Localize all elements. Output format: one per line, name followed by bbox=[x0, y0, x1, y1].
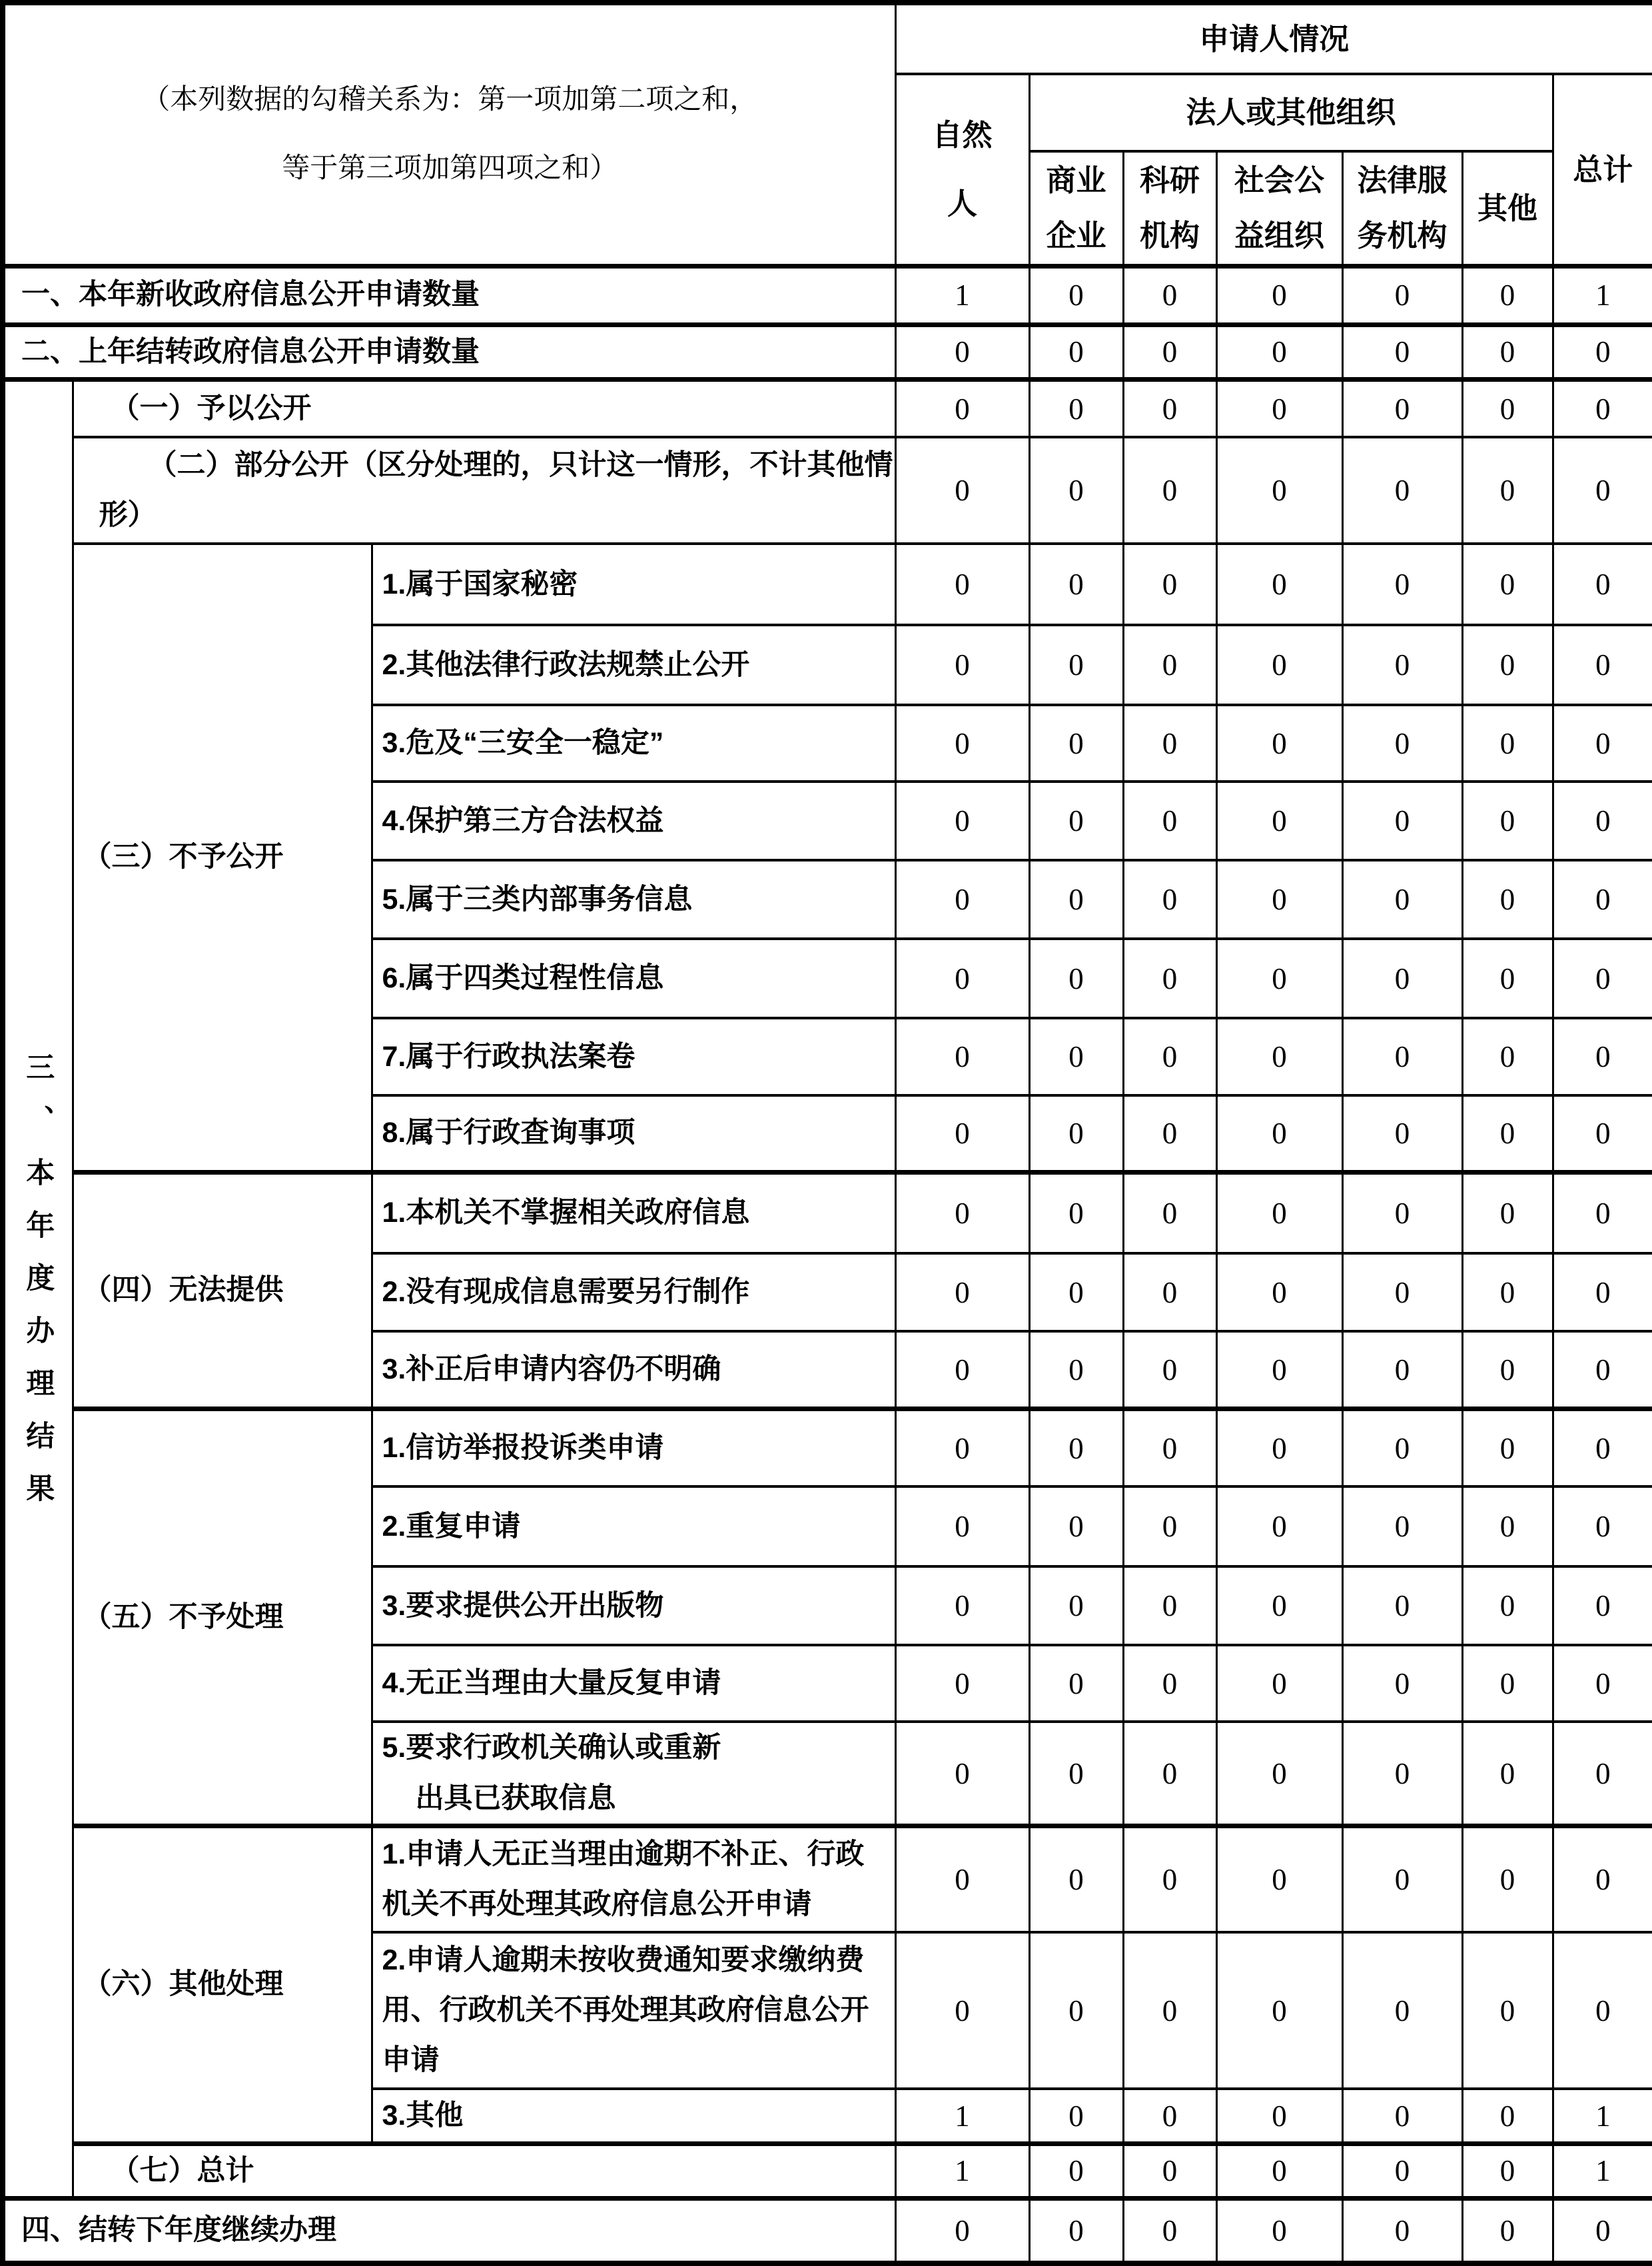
value-cell: 0 bbox=[1216, 1331, 1342, 1409]
value-cell: 0 bbox=[1029, 1331, 1123, 1409]
value-cell: 0 bbox=[1553, 705, 1652, 782]
value-cell: 0 bbox=[1342, 1018, 1462, 1095]
value-cell: 0 bbox=[1216, 544, 1342, 625]
value-cell: 0 bbox=[1342, 437, 1462, 544]
value-cell: 0 bbox=[895, 1095, 1029, 1172]
value-cell: 0 bbox=[1029, 324, 1123, 379]
value-cell: 0 bbox=[1342, 1331, 1462, 1409]
value-cell: 0 bbox=[1216, 2089, 1342, 2143]
value-cell: 0 bbox=[1123, 1409, 1216, 1486]
header-natural-person bbox=[895, 74, 1029, 266]
value-cell: 0 bbox=[895, 379, 1029, 437]
value-cell: 0 bbox=[1216, 782, 1342, 860]
row-label: 四、结转下年度继续办理 bbox=[3, 2199, 895, 2263]
value-cell: 0 bbox=[1342, 1486, 1462, 1566]
value-cell: 0 bbox=[1123, 1645, 1216, 1722]
value-cell: 0 bbox=[1342, 1253, 1462, 1331]
value-cell: 0 bbox=[1123, 860, 1216, 939]
header-commercial-enterprise: 商业 企业 bbox=[1029, 151, 1123, 266]
header-legal-org: 法人或其他组织 bbox=[1029, 74, 1553, 151]
value-cell: 0 bbox=[895, 1172, 1029, 1253]
value-cell: 0 bbox=[895, 1253, 1029, 1331]
value-cell: 0 bbox=[895, 1566, 1029, 1645]
value-cell: 0 bbox=[1553, 2199, 1652, 2263]
value-cell: 0 bbox=[1123, 625, 1216, 705]
header-research-institution: 科研 机构 bbox=[1123, 151, 1216, 266]
table-row bbox=[3, 379, 1652, 437]
value-cell: 0 bbox=[1462, 266, 1553, 324]
value-cell: 0 bbox=[1462, 2199, 1553, 2263]
value-cell: 0 bbox=[1216, 2143, 1342, 2198]
value-cell: 0 bbox=[1123, 1932, 1216, 2089]
row-label: 一、本年新收政府信息公开申请数量 bbox=[3, 266, 895, 324]
row-label: 8.属于行政查询事项 bbox=[372, 1095, 895, 1172]
table-row bbox=[3, 266, 1652, 324]
value-cell: 0 bbox=[1462, 1566, 1553, 1645]
header-other-org: 其他 bbox=[1462, 151, 1553, 266]
value-cell: 0 bbox=[1216, 1566, 1342, 1645]
value-cell: 0 bbox=[1029, 2089, 1123, 2143]
value-cell: 0 bbox=[1216, 1722, 1342, 1826]
value-cell: 0 bbox=[895, 1645, 1029, 1722]
value-cell: 0 bbox=[895, 1932, 1029, 2089]
table-row bbox=[3, 544, 1652, 625]
header-legal-service-org: 法律服 务机构 bbox=[1342, 151, 1462, 266]
value-cell: 0 bbox=[1123, 1486, 1216, 1566]
value-cell: 0 bbox=[1216, 1172, 1342, 1253]
value-cell: 0 bbox=[1123, 2143, 1216, 2198]
value-cell: 1 bbox=[1553, 2089, 1652, 2143]
row-label: 2.没有现成信息需要另行制作 bbox=[372, 1253, 895, 1331]
row-label: 3.其他 bbox=[372, 2089, 895, 2143]
value-cell: 0 bbox=[1462, 437, 1553, 544]
value-cell: 0 bbox=[1029, 266, 1123, 324]
value-cell: 0 bbox=[1029, 1409, 1123, 1486]
table-row bbox=[3, 437, 1652, 544]
value-cell: 0 bbox=[1123, 437, 1216, 544]
value-cell: 0 bbox=[1123, 1566, 1216, 1645]
value-cell: 0 bbox=[1462, 1409, 1553, 1486]
value-cell: 0 bbox=[1553, 1172, 1652, 1253]
note-line-1: （本列数据的勾稽关系为：第一项加第二项之和， bbox=[142, 84, 758, 115]
value-cell: 0 bbox=[1029, 2143, 1123, 2198]
value-cell: 0 bbox=[1029, 1172, 1123, 1253]
value-cell: 0 bbox=[895, 324, 1029, 379]
value-cell: 0 bbox=[1342, 1566, 1462, 1645]
value-cell: 0 bbox=[895, 1409, 1029, 1486]
value-cell: 0 bbox=[1553, 1932, 1652, 2089]
value-cell: 0 bbox=[1216, 2199, 1342, 2263]
value-cell: 0 bbox=[1123, 1172, 1216, 1253]
row-label: 1.属于国家秘密 bbox=[372, 544, 895, 625]
value-cell: 0 bbox=[1123, 379, 1216, 437]
value-cell: 0 bbox=[1216, 1645, 1342, 1722]
value-cell: 0 bbox=[1553, 1409, 1652, 1486]
value-cell: 0 bbox=[1216, 437, 1342, 544]
value-cell: 0 bbox=[1342, 1722, 1462, 1826]
value-cell: 0 bbox=[1029, 1486, 1123, 1566]
value-cell: 1 bbox=[1553, 266, 1652, 324]
value-cell: 0 bbox=[895, 1722, 1029, 1826]
value-cell: 0 bbox=[1029, 860, 1123, 939]
value-cell: 0 bbox=[1553, 544, 1652, 625]
value-cell: 0 bbox=[1123, 2199, 1216, 2263]
value-cell: 1 bbox=[1553, 2143, 1652, 2198]
value-cell: 0 bbox=[895, 625, 1029, 705]
value-cell: 0 bbox=[1029, 705, 1123, 782]
table-row bbox=[3, 1826, 1652, 1932]
value-cell: 0 bbox=[1342, 705, 1462, 782]
value-cell: 0 bbox=[895, 1331, 1029, 1409]
value-cell: 0 bbox=[1029, 939, 1123, 1018]
value-cell: 0 bbox=[1462, 860, 1553, 939]
value-cell: 0 bbox=[1553, 939, 1652, 1018]
value-cell: 0 bbox=[1029, 437, 1123, 544]
value-cell: 0 bbox=[1462, 2089, 1553, 2143]
value-cell: 0 bbox=[1553, 625, 1652, 705]
value-cell: 0 bbox=[1342, 544, 1462, 625]
value-cell: 0 bbox=[1462, 324, 1553, 379]
value-cell: 0 bbox=[1029, 1932, 1123, 2089]
value-cell: 0 bbox=[1029, 625, 1123, 705]
value-cell: 0 bbox=[1462, 379, 1553, 437]
value-cell: 0 bbox=[1123, 1331, 1216, 1409]
row-label: 4.保护第三方合法权益 bbox=[372, 782, 895, 860]
value-cell: 0 bbox=[895, 2199, 1029, 2263]
row-label: （一）予以公开 bbox=[73, 379, 895, 437]
value-cell: 0 bbox=[1553, 860, 1652, 939]
value-cell: 0 bbox=[1342, 1645, 1462, 1722]
value-cell: 0 bbox=[1553, 1826, 1652, 1932]
value-cell: 0 bbox=[1123, 1826, 1216, 1932]
note-line-2: 等于第三项加第四项之和） bbox=[282, 153, 618, 184]
value-cell: 0 bbox=[895, 544, 1029, 625]
row-label: 7.属于行政执法案卷 bbox=[372, 1018, 895, 1095]
value-cell: 0 bbox=[1462, 1253, 1553, 1331]
value-cell: 0 bbox=[1553, 1331, 1652, 1409]
value-cell: 0 bbox=[1342, 1932, 1462, 2089]
row-label: （七）总计 bbox=[73, 2143, 895, 2198]
value-cell: 0 bbox=[1342, 1172, 1462, 1253]
value-cell: 0 bbox=[1462, 1486, 1553, 1566]
value-cell: 0 bbox=[1462, 544, 1553, 625]
value-cell: 0 bbox=[1342, 625, 1462, 705]
value-cell: 0 bbox=[1342, 782, 1462, 860]
value-cell: 0 bbox=[1029, 2199, 1123, 2263]
value-cell: 0 bbox=[1029, 1095, 1123, 1172]
value-cell: 0 bbox=[1216, 939, 1342, 1018]
value-cell: 0 bbox=[1216, 266, 1342, 324]
value-cell: 0 bbox=[1462, 1331, 1553, 1409]
value-cell: 1 bbox=[895, 2089, 1029, 2143]
group-label-no-disclosure: （三）不予公开 bbox=[73, 544, 372, 1172]
row-label: 6.属于四类过程性信息 bbox=[372, 939, 895, 1018]
value-cell: 0 bbox=[1123, 266, 1216, 324]
value-cell: 0 bbox=[1462, 1932, 1553, 2089]
value-cell: 0 bbox=[1553, 1018, 1652, 1095]
value-cell: 0 bbox=[895, 1018, 1029, 1095]
header-public-welfare-org: 社会公 益组织 bbox=[1216, 151, 1342, 266]
header-total: 总计 bbox=[1553, 74, 1652, 266]
header-applicant-type: 申请人情况 bbox=[895, 3, 1652, 74]
value-cell: 0 bbox=[1216, 1826, 1342, 1932]
row-label: 5.属于三类内部事务信息 bbox=[372, 860, 895, 939]
value-cell: 0 bbox=[895, 939, 1029, 1018]
value-cell: 0 bbox=[1342, 2199, 1462, 2263]
group-label-unable-to-provide: （四）无法提供 bbox=[73, 1172, 372, 1409]
value-cell: 0 bbox=[1216, 1018, 1342, 1095]
value-cell: 0 bbox=[1342, 860, 1462, 939]
table-row bbox=[3, 1409, 1652, 1486]
value-cell: 0 bbox=[1553, 1645, 1652, 1722]
value-cell: 0 bbox=[1216, 705, 1342, 782]
value-cell: 0 bbox=[1123, 2089, 1216, 2143]
value-cell: 0 bbox=[1342, 266, 1462, 324]
value-cell: 0 bbox=[1216, 1932, 1342, 2089]
value-cell: 1 bbox=[895, 266, 1029, 324]
value-cell: 0 bbox=[1029, 1722, 1123, 1826]
table-row bbox=[3, 2143, 1652, 2198]
value-cell: 0 bbox=[1462, 782, 1553, 860]
value-cell: 0 bbox=[1342, 324, 1462, 379]
value-cell: 0 bbox=[1462, 939, 1553, 1018]
value-cell: 0 bbox=[1462, 1172, 1553, 1253]
value-cell: 0 bbox=[1462, 1722, 1553, 1826]
header-natural-person-line2: 人 bbox=[947, 187, 978, 221]
value-cell: 0 bbox=[1123, 705, 1216, 782]
row-label: （二）部分公开（区分处理的，只计这一情形，不计其他情形） bbox=[73, 437, 895, 544]
row-label: 1.申请人无正当理由逾期不补正、行政机关不再处理其政府信息公开申请 bbox=[372, 1826, 895, 1932]
value-cell: 0 bbox=[1342, 1409, 1462, 1486]
value-cell: 0 bbox=[1123, 544, 1216, 625]
value-cell: 0 bbox=[1216, 1253, 1342, 1331]
row-label: 3.要求提供公开出版物 bbox=[372, 1566, 895, 1645]
value-cell: 0 bbox=[1462, 1645, 1553, 1722]
value-cell: 0 bbox=[1462, 2143, 1553, 2198]
value-cell: 0 bbox=[1029, 782, 1123, 860]
value-cell: 0 bbox=[1462, 625, 1553, 705]
value-cell: 0 bbox=[1216, 324, 1342, 379]
row-label: 4.无正当理由大量反复申请 bbox=[372, 1645, 895, 1722]
value-cell: 0 bbox=[1123, 1018, 1216, 1095]
value-cell: 0 bbox=[1029, 544, 1123, 625]
value-cell: 0 bbox=[1029, 1018, 1123, 1095]
value-cell: 0 bbox=[1029, 1826, 1123, 1932]
row-label: 1.本机关不掌握相关政府信息 bbox=[372, 1172, 895, 1253]
value-cell: 0 bbox=[1123, 324, 1216, 379]
value-cell: 0 bbox=[895, 705, 1029, 782]
value-cell: 0 bbox=[1553, 1253, 1652, 1331]
value-cell: 0 bbox=[895, 1486, 1029, 1566]
row-label: 3.补正后申请内容仍不明确 bbox=[372, 1331, 895, 1409]
value-cell: 0 bbox=[1216, 1095, 1342, 1172]
row-label: 3.危及“三安全一稳定” bbox=[372, 705, 895, 782]
value-cell: 1 bbox=[895, 2143, 1029, 2198]
value-cell: 0 bbox=[1553, 1095, 1652, 1172]
value-cell: 0 bbox=[1123, 1253, 1216, 1331]
row-label: 5.要求行政机关确认或重新 出具已获取信息 bbox=[372, 1722, 895, 1826]
value-cell: 0 bbox=[1553, 1566, 1652, 1645]
value-cell: 0 bbox=[1342, 2143, 1462, 2198]
value-cell: 0 bbox=[895, 437, 1029, 544]
value-cell: 0 bbox=[1216, 1486, 1342, 1566]
value-cell: 0 bbox=[1553, 782, 1652, 860]
value-cell: 0 bbox=[1342, 379, 1462, 437]
table-row bbox=[3, 2199, 1652, 2263]
group-label-not-processed: （五）不予处理 bbox=[73, 1409, 372, 1826]
value-cell: 0 bbox=[1123, 1722, 1216, 1826]
value-cell: 0 bbox=[1216, 1409, 1342, 1486]
value-cell: 0 bbox=[1216, 860, 1342, 939]
value-cell: 0 bbox=[1216, 379, 1342, 437]
row-label: 2.重复申请 bbox=[372, 1486, 895, 1566]
value-cell: 0 bbox=[895, 860, 1029, 939]
value-cell: 0 bbox=[1462, 705, 1553, 782]
value-cell: 0 bbox=[1342, 1095, 1462, 1172]
value-cell: 0 bbox=[1123, 782, 1216, 860]
value-cell: 0 bbox=[1342, 1826, 1462, 1932]
value-cell: 0 bbox=[1553, 437, 1652, 544]
value-cell: 0 bbox=[1462, 1018, 1553, 1095]
value-cell: 0 bbox=[1123, 939, 1216, 1018]
header-row-1 bbox=[3, 3, 1652, 74]
value-cell: 0 bbox=[1462, 1826, 1553, 1932]
value-cell: 0 bbox=[1342, 939, 1462, 1018]
row-label: 2.申请人逾期未按收费通知要求缴纳费用、行政机关不再处理其政府信息公开申请 bbox=[372, 1932, 895, 2089]
value-cell: 0 bbox=[1123, 1095, 1216, 1172]
value-cell: 0 bbox=[895, 782, 1029, 860]
value-cell: 0 bbox=[1462, 1095, 1553, 1172]
table-row bbox=[3, 324, 1652, 379]
value-cell: 0 bbox=[1029, 1253, 1123, 1331]
table-row bbox=[3, 1172, 1652, 1253]
value-cell: 0 bbox=[1553, 1486, 1652, 1566]
value-cell: 0 bbox=[1342, 2089, 1462, 2143]
row-label: 2.其他法律行政法规禁止公开 bbox=[372, 625, 895, 705]
value-cell: 0 bbox=[895, 1826, 1029, 1932]
section-three-vertical-label: 三、本年度办理结果 bbox=[3, 379, 73, 2198]
row-label: 1.信访举报投诉类申请 bbox=[372, 1409, 895, 1486]
value-cell: 0 bbox=[1029, 1645, 1123, 1722]
group-label-other-processing: （六）其他处理 bbox=[73, 1826, 372, 2143]
value-cell: 0 bbox=[1029, 1566, 1123, 1645]
value-cell: 0 bbox=[1553, 1722, 1652, 1826]
value-cell: 0 bbox=[1216, 625, 1342, 705]
row-label: 二、上年结转政府信息公开申请数量 bbox=[3, 324, 895, 379]
value-cell: 0 bbox=[1553, 379, 1652, 437]
header-natural-person-line1: 自然 bbox=[932, 117, 993, 152]
note-cell bbox=[3, 3, 895, 266]
value-cell: 0 bbox=[1553, 324, 1652, 379]
value-cell: 0 bbox=[1029, 379, 1123, 437]
